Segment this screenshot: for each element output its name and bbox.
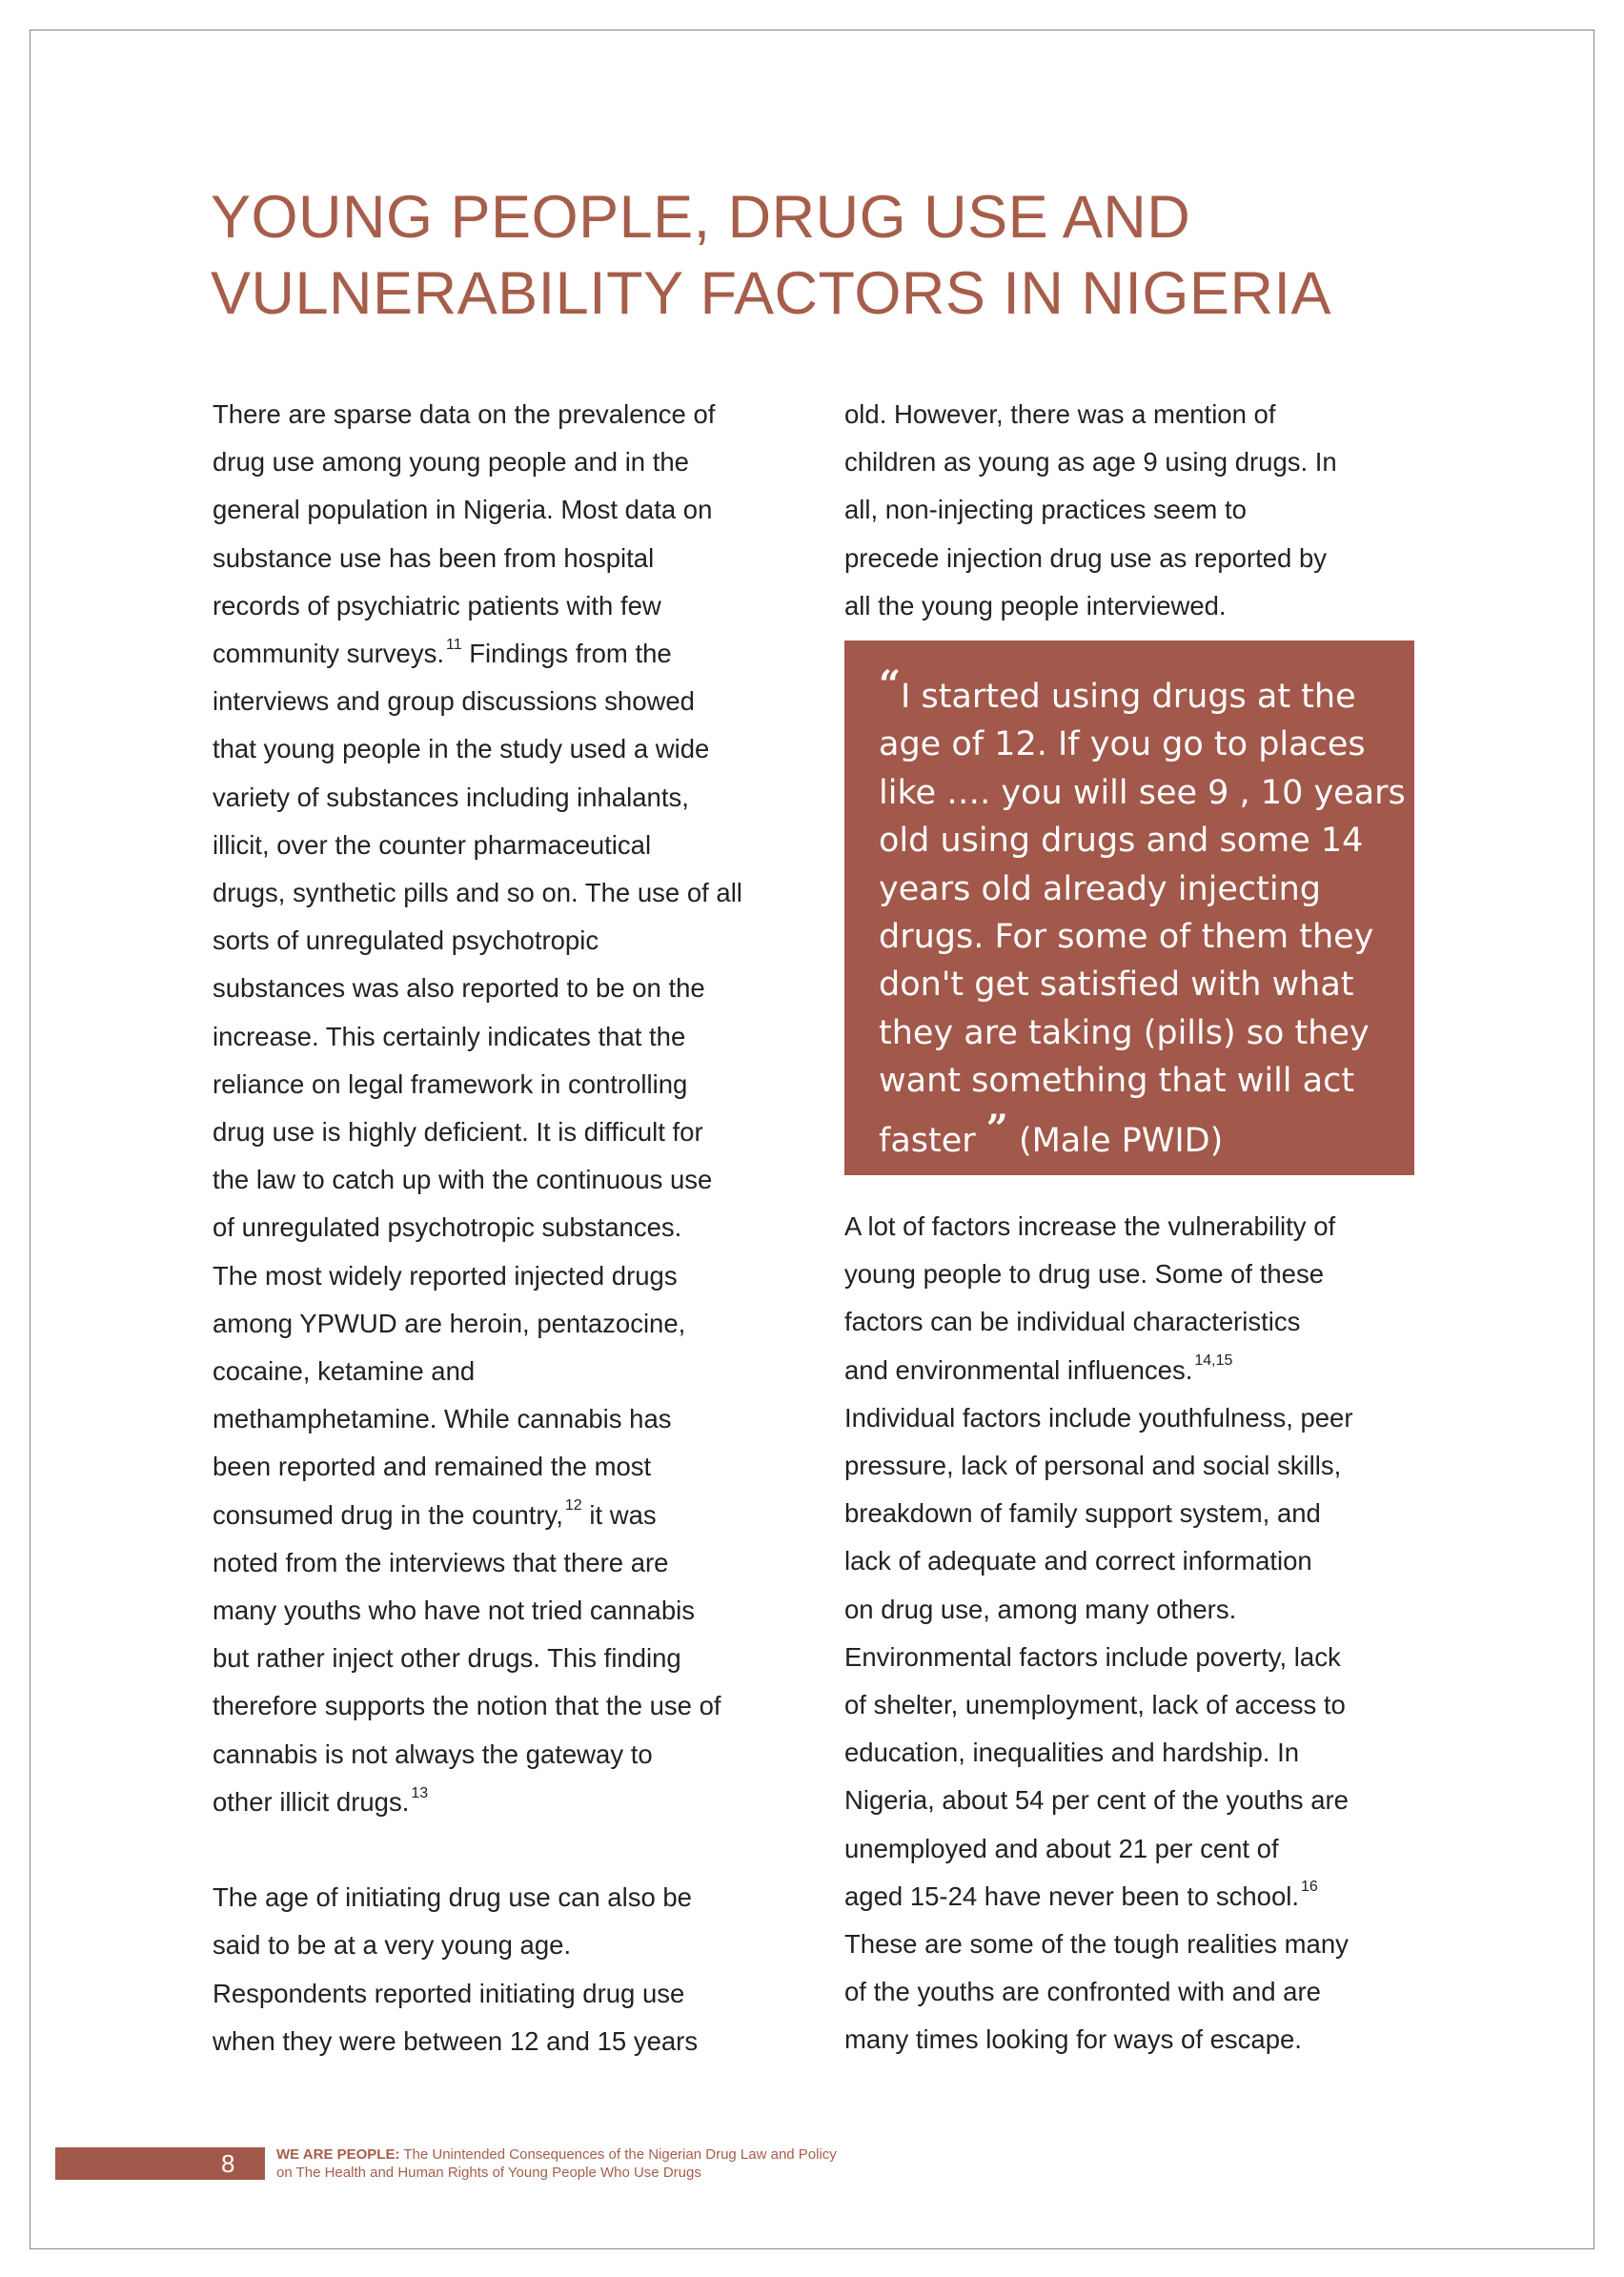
- title-line-2: VULNERABILITY FACTORS IN NIGERIA: [211, 260, 1331, 327]
- body-line: factors can be individual characteristics: [844, 1307, 1301, 1337]
- body-line: all the young people interviewed.: [844, 590, 1227, 620]
- quote-line: don't get satisfied with what: [879, 966, 1354, 1005]
- footer-subtitle: The Unintended Consequences of the Nigerian Drug Law and Policy: [399, 2146, 837, 2163]
- right-column-bottom: [844, 1203, 1435, 2064]
- body-text: Findings from the: [461, 639, 672, 669]
- body-line: that young people in the study used a wide: [213, 734, 710, 764]
- left-column: [213, 391, 803, 2065]
- quote-line: like …. you will see 9 , 10 years: [879, 773, 1406, 812]
- body-line: drug use is highly deficient. It is difficult for: [213, 1117, 703, 1148]
- body-line: on drug use, among many others.: [844, 1594, 1237, 1624]
- body-line: all, non-injecting practices seem to: [844, 495, 1247, 525]
- quote-line: old using drugs and some 14: [879, 822, 1364, 861]
- body-line: [213, 630, 803, 678]
- body-line: sorts of unregulated psychotropic: [213, 925, 599, 956]
- body-line: many times looking for ways of escape.: [844, 2024, 1302, 2055]
- body-line: drugs, synthetic pills and so on. The use of all: [213, 878, 742, 908]
- body-line: general population in Nigeria. Most data on: [213, 495, 713, 525]
- quote-attribution: (Male PWID): [1007, 1121, 1224, 1160]
- body-line: records of psychiatric patients with few: [213, 590, 661, 620]
- body-line: precede injection drug use as reported by: [844, 542, 1328, 573]
- body-line: The age of initiating drug use can also be: [213, 1882, 692, 1913]
- body-line: of the youths are confronted with and are: [844, 1977, 1321, 2007]
- body-line: [213, 1492, 803, 1539]
- title-line-1: YOUNG PEOPLE, DRUG USE AND: [211, 184, 1191, 251]
- footnote-ref-13: 13: [411, 1784, 429, 1801]
- body-line: when they were between 12 and 15 years: [213, 2025, 699, 2056]
- body-line: breakdown of family support system, and: [844, 1498, 1321, 1529]
- body-line: A lot of factors increase the vulnerability of: [844, 1211, 1336, 1241]
- body-line: pressure, lack of personal and social skills,: [844, 1451, 1342, 1481]
- body-line: reliance on legal framework in controlling: [213, 1068, 688, 1099]
- body-line: illicit, over the counter pharmaceutical: [213, 829, 652, 860]
- body-line: but rather inject other drugs. This finding: [213, 1643, 681, 1674]
- body-line: drug use among young people and in the: [213, 447, 689, 478]
- quote-line: drugs. For some of them they: [879, 918, 1374, 957]
- body-line: young people to drug use. Some of these: [844, 1259, 1324, 1290]
- footer-bold-title: WE ARE PEOPLE:: [276, 2146, 400, 2163]
- body-line: of shelter, unemployment, lack of access to: [844, 1690, 1346, 1720]
- footnote-ref-11: 11: [445, 636, 462, 653]
- body-line: said to be at a very young age.: [213, 1930, 572, 1961]
- body-text: and environmental influences.: [844, 1354, 1193, 1385]
- body-line: Respondents reported initiating drug use: [213, 1978, 685, 2008]
- quote-line: want something that will act: [879, 1062, 1355, 1101]
- body-line: noted from the interviews that there are: [213, 1547, 669, 1577]
- body-line: unemployed and about 21 per cent of: [844, 1833, 1279, 1863]
- body-text: aged 15-24 have never been to school.: [844, 1881, 1300, 1911]
- quote-text: I started using drugs at the: [901, 678, 1356, 716]
- body-line: cocaine, ketamine and: [213, 1356, 476, 1387]
- body-line: substances was also reported to be on the: [213, 973, 705, 1004]
- quote-line: [879, 661, 1395, 721]
- quote-text: faster: [879, 1121, 976, 1160]
- footer-line-2: on The Health and Human Rights of Young People Who Use Drugs: [276, 2165, 701, 2181]
- right-column-top: [844, 391, 1435, 630]
- body-line: [844, 1347, 1435, 1394]
- body-line: education, inequalities and hardship. In: [844, 1738, 1300, 1768]
- body-line: many youths who have not tried cannabis: [213, 1596, 695, 1626]
- footnote-ref-14-15: 14,15: [1194, 1352, 1233, 1370]
- footnote-ref-16: 16: [1301, 1879, 1318, 1896]
- close-quote-mark: ”: [985, 1106, 1008, 1151]
- body-line: substance use has been from hospital: [213, 542, 655, 573]
- body-line: There are sparse data on the prevalence of: [213, 399, 716, 429]
- body-text: it was: [581, 1499, 657, 1530]
- pull-quote-box: [844, 640, 1414, 1175]
- quote-line: age of 12. If you go to places: [879, 725, 1366, 764]
- body-line: increase. This certainly indicates that the: [213, 1021, 686, 1051]
- quote-line: years old already injecting: [879, 869, 1322, 908]
- page-number: 8: [221, 2149, 235, 2178]
- body-line: The most widely reported injected drugs: [213, 1260, 678, 1291]
- body-line: therefore supports the notion that the use of: [213, 1691, 721, 1721]
- body-line: Environmental factors include poverty, lack: [844, 1641, 1341, 1672]
- body-line: [844, 1873, 1435, 1921]
- body-line: Nigeria, about 54 per cent of the youths are: [844, 1785, 1349, 1816]
- footer-line-1: [276, 2145, 837, 2164]
- body-line: methamphetamine. While cannabis has: [213, 1404, 672, 1434]
- body-line: children as young as age 9 using drugs. In: [844, 447, 1337, 478]
- body-line: of unregulated psychotropic substances.: [213, 1212, 682, 1243]
- body-line: [213, 1779, 803, 1826]
- body-text: consumed drug in the country,: [213, 1499, 563, 1530]
- body-line: the law to catch up with the continuous use: [213, 1165, 713, 1195]
- body-line: variety of substances including inhalants,: [213, 782, 689, 812]
- body-line: These are some of the tough realities many: [844, 1929, 1349, 1960]
- open-quote-mark: “: [879, 662, 902, 707]
- page-title: [211, 179, 1450, 332]
- paragraph-gap: [213, 1826, 803, 1874]
- body-line: Individual factors include youthfulness, peer: [844, 1402, 1353, 1433]
- body-line: lack of adequate and correct information: [844, 1546, 1312, 1576]
- quote-line: [879, 1106, 1395, 1165]
- body-text: other illicit drugs.: [213, 1786, 410, 1817]
- footer-publication-title: [276, 2145, 837, 2182]
- footnote-ref-12: 12: [564, 1497, 582, 1515]
- body-text: community surveys.: [213, 639, 444, 669]
- body-line: among YPWUD are heroin, pentazocine,: [213, 1308, 686, 1338]
- body-line: cannabis is not always the gateway to: [213, 1738, 653, 1769]
- body-line: old. However, there was a mention of: [844, 399, 1276, 429]
- quote-line: they are taking (pills) so they: [879, 1013, 1370, 1052]
- body-line: interviews and group discussions showed: [213, 686, 695, 717]
- body-line: been reported and remained the most: [213, 1452, 652, 1482]
